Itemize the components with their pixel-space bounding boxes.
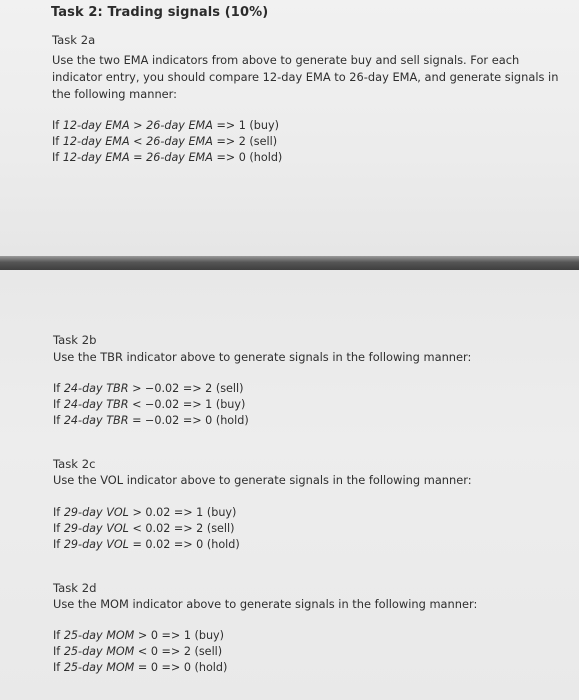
task2d-rule: If 25-day MOM = 0 => 0 (hold) xyxy=(53,661,228,674)
task2a-rule: If 12-day EMA > 26-day EMA => 1 (buy) xyxy=(52,119,279,132)
task2a-rule: If 12-day EMA < 26-day EMA => 2 (sell) xyxy=(52,135,278,148)
task2a-description: Use the two EMA indicators from above to generate buy and sell signals. For each indicator entry, you should compare 12-day EMA to 26-day EMA, and generate signals in the following manner: xyxy=(52,53,559,101)
task2d-rule: If 25-day MOM > 0 => 1 (buy) xyxy=(53,629,225,642)
task2b-description: Use the TBR indicator above to generate signals in the following manner: xyxy=(53,350,472,364)
task2a-rule: If 12-day EMA = 26-day EMA => 0 (hold) xyxy=(52,151,283,164)
task2a-title: Task 2a xyxy=(52,33,96,47)
task2c-rule: If 29-day VOL < 0.02 => 2 (sell) xyxy=(53,522,235,535)
task2-heading: Task 2: Trading signals (10%) xyxy=(51,5,269,20)
task2d-description: Use the MOM indicator above to generate signals in the following manner: xyxy=(53,597,478,611)
task2c-rule: If 29-day VOL > 0.02 => 1 (buy) xyxy=(53,506,237,519)
task2b-title: Task 2b xyxy=(53,333,97,347)
task2d-title: Task 2d xyxy=(53,581,97,595)
task2b-rule: If 24-day TBR > −0.02 => 2 (sell) xyxy=(53,382,244,395)
task2b-rule: If 24-day TBR < −0.02 => 1 (buy) xyxy=(53,398,246,411)
task2c-description: Use the VOL indicator above to generate signals in the following manner: xyxy=(53,473,472,487)
task2c-rule: If 29-day VOL = 0.02 => 0 (hold) xyxy=(53,538,240,551)
task2d-rule: If 25-day MOM < 0 => 2 (sell) xyxy=(53,645,223,658)
task2b-rule: If 24-day TBR = −0.02 => 0 (hold) xyxy=(53,414,249,427)
task2c-title: Task 2c xyxy=(53,457,96,471)
